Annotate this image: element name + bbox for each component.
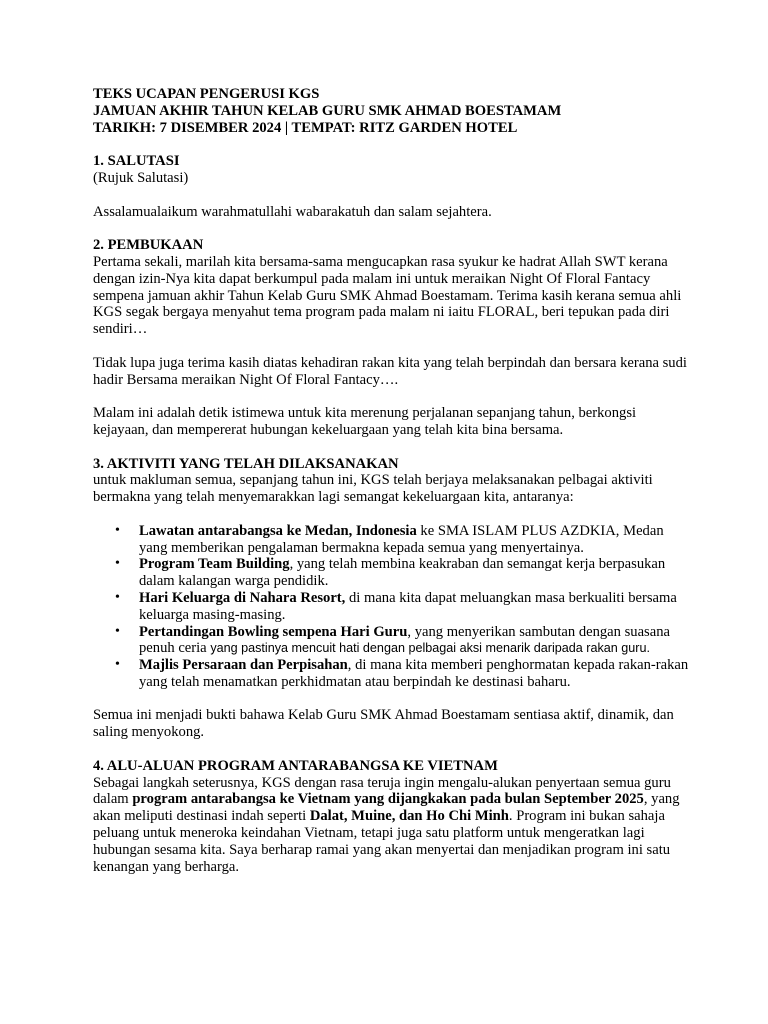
section-title-pembukaan: 2. PEMBUKAAN xyxy=(93,237,204,254)
activity-description-sans: yang pastinya mencuit hati dengan pelbagai aksi menarik daripada rakan guru. xyxy=(210,641,650,656)
bullet-icon: • xyxy=(115,589,120,605)
section-title-aktiviti: 3. AKTIVITI YANG TELAH DILAKSANAKAN xyxy=(93,455,399,472)
section-title-vietnam: 4. ALU-ALUAN PROGRAM ANTARABANGSA KE VIETNAM xyxy=(93,757,498,774)
activity-description: , yang telah membina keakraban dan semangat kerja berpasukan dalam kalangan warga pendidik. xyxy=(139,556,666,590)
document-page xyxy=(93,86,693,892)
document-header xyxy=(93,86,693,136)
section-salutasi xyxy=(93,153,693,220)
section-title-salutasi: 1. SALUTASI xyxy=(93,153,180,170)
vietnam-text-2: , yang akan meliputi destinasi indah seperti xyxy=(93,791,680,825)
list-item xyxy=(115,522,693,557)
activity-description: di mana kita dapat meluangkan masa berkualiti bersama keluarga masing-masing. xyxy=(139,589,677,623)
aktiviti-intro: untuk makluman semua, sepanjang tahun ini, KGS telah berjaya melaksanakan pelbagai aktiviti bermakna yang telah menyemarakkan lagi semangat kekeluargaan kita, antaranya: xyxy=(93,472,653,506)
activity-description: , yang menyerikan sambutan dengan suasana penuh ceria xyxy=(139,623,670,657)
activity-name: Majlis Persaraan dan Perpisahan xyxy=(139,657,348,674)
activity-description: ke SMA ISLAM PLUS AZDKIA, Medan yang memberikan pengalaman bermakna kepada semua yang menyertainya. xyxy=(139,522,664,556)
vietnam-text-1: Sebagai langkah seterusnya, KGS dengan rasa teruja ingin mengalu-alukan penyertaan semua guru dalam xyxy=(93,774,671,808)
section-pembukaan xyxy=(93,237,693,439)
pembukaan-paragraph-3: Malam ini adalah detik istimewa untuk kita merenung perjalanan sepanjang tahun, berkongsi kejayaan, dan mempererat hubungan kekeluargaan yang telah kita bina bersama. xyxy=(93,405,637,438)
salutasi-note: (Rujuk Salutasi) xyxy=(93,169,189,186)
bullet-icon: • xyxy=(115,623,120,639)
activity-name: Hari Keluarga di Nahara Resort, xyxy=(139,589,346,606)
vietnam-destinations: Dalat, Muine, dan Ho Chi Minh xyxy=(309,808,509,825)
section-aktiviti xyxy=(93,456,693,742)
activity-description: , di mana kita memberi penghormatan kepada rakan-rakan yang telah menamatkan perkhidmatan atau berpindah ke destinasi baharu. xyxy=(139,657,689,690)
activity-list xyxy=(93,523,693,691)
vietnam-text-3: . Program ini bukan sahaja peluang untuk meneroka keindahan Vietnam, tetapi juga satu platform untuk mengeratkan lagi hubungan sesama kita. Saya berharap ramai yang akan menyertai dan menjadikan program ini satu kenangan yang berharga. xyxy=(93,808,671,875)
vietnam-paragraph xyxy=(93,775,693,876)
bullet-icon: • xyxy=(115,522,120,538)
greeting-paragraph: Assalamualaikum warahmatullahi wabarakatuh dan salam sejahtera. xyxy=(93,203,492,220)
header-line-date-venue: TARIKH: 7 DISEMBER 2024 | TEMPAT: RITZ GARDEN HOTEL xyxy=(93,119,518,136)
header-line-event: JAMUAN AKHIR TAHUN KELAB GURU SMK AHMAD BOESTAMAM xyxy=(93,102,562,119)
list-item xyxy=(115,556,693,590)
section-vietnam xyxy=(93,758,693,876)
bullet-icon: • xyxy=(115,556,120,572)
aktiviti-closing: Semua ini menjadi bukti bahawa Kelab Guru SMK Ahmad Boestamam sentiasa aktif, dinamik, dan saling menyokong. xyxy=(93,707,674,741)
pembukaan-paragraph-1: Pertama sekali, marilah kita bersama-sama mengucapkan rasa syukur ke hadrat Allah SWT kerana dengan izin-Nya kita dapat berkumpul pada malam ini untuk meraikan Night Of Floral Fantacy sempena jamuan akhir Tahun Kelab Guru SMK Ahmad Boestamam. Terima kasih kerana semua ahli KGS segak bergaya menyahut tema program pada malam ni iaitu FLORAL, beri tepukan pada diri sendiri… xyxy=(93,253,682,338)
header-line-title: TEKS UCAPAN PENGERUSI KGS xyxy=(93,86,320,102)
activity-name: Program Team Building xyxy=(139,556,290,573)
bullet-icon: • xyxy=(115,657,120,673)
activity-name: Pertandingan Bowling sempena Hari Guru xyxy=(139,623,408,640)
list-item xyxy=(115,657,693,691)
list-item xyxy=(115,623,693,658)
activity-name: Lawatan antarabangsa ke Medan, Indonesia xyxy=(139,522,417,539)
vietnam-program-highlight: program antarabangsa ke Vietnam yang dijangkakan pada bulan September 2025 xyxy=(132,791,644,808)
pembukaan-paragraph-2: Tidak lupa juga terima kasih diatas kehadiran rakan kita yang telah berpindah dan bersara kerana sudi hadir Bersama meraikan Night Of Floral Fantacy…. xyxy=(93,354,687,388)
list-item xyxy=(115,589,693,624)
